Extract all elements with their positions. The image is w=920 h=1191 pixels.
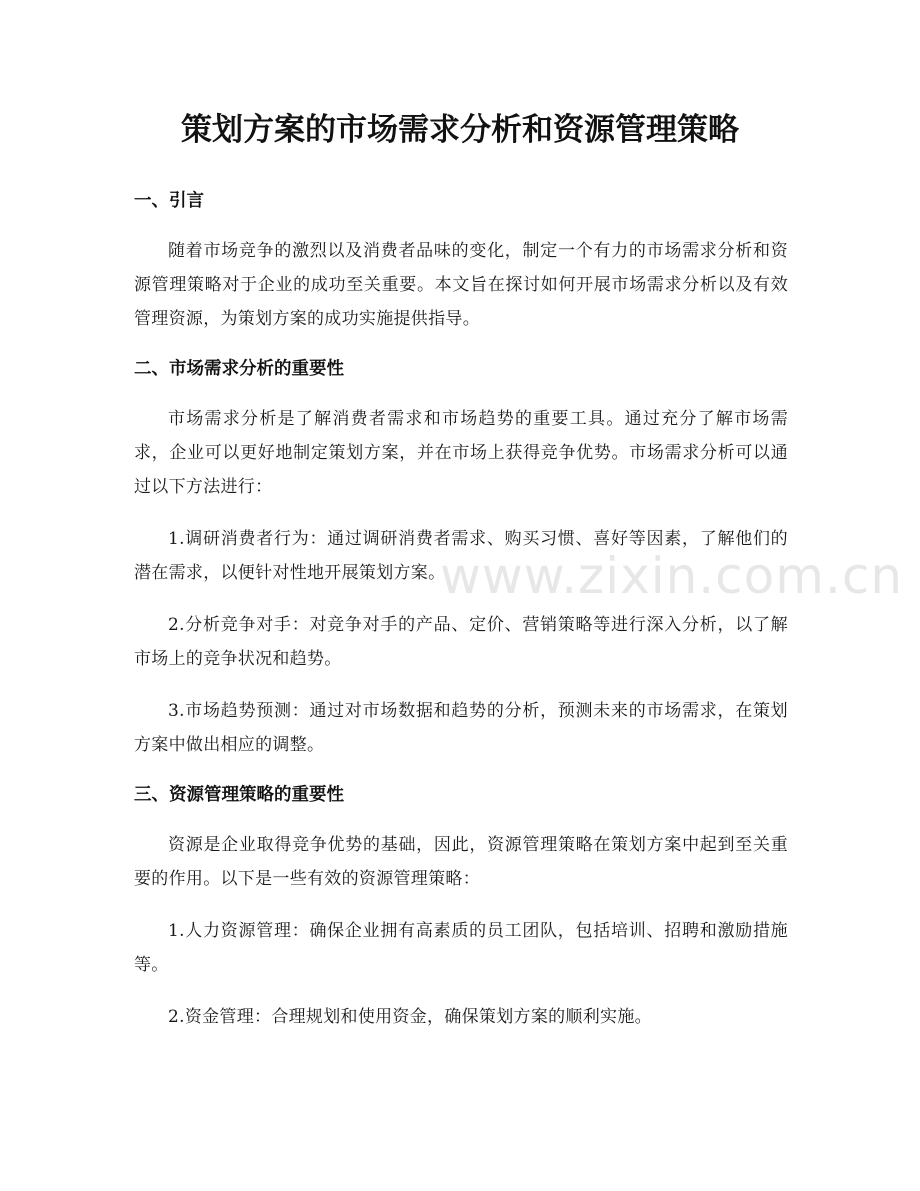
page-title: 策划方案的市场需求分析和资源管理策略 — [181, 112, 739, 148]
section-heading-resource-management: 三、资源管理策略的重要性 — [134, 785, 344, 805]
paragraph: 资源是企业取得竞争优势的基础，因此，资源管理策略在策划方案中起到至关重要的作用。以下是一些有效的资源管理策略： — [134, 835, 788, 889]
watermark-text: www.zixin.com.cn — [440, 547, 904, 605]
section-heading-market-demand: 二、市场需求分析的重要性 — [134, 359, 344, 379]
list-item-paragraph: 2.分析竞争对手：对竞争对手的产品、定价、营销策略等进行深入分析，以了解市场上的竞争状况和趋势。 — [134, 615, 788, 669]
paragraph: 随着市场竞争的激烈以及消费者品味的变化，制定一个有力的市场需求分析和资源管理策略对于企业的成功至关重要。本文旨在探讨如何开展市场需求分析以及有效管理资源，为策划方案的成功实施提供指导。 — [134, 241, 788, 329]
list-item-paragraph: 3.市场趋势预测：通过对市场数据和趋势的分析，预测未来的市场需求，在策划方案中做出相应的调整。 — [134, 701, 788, 755]
section-heading-introduction: 一、引言 — [134, 191, 204, 211]
list-item-paragraph: 1.人力资源管理：确保企业拥有高素质的员工团队，包括培训、招聘和激励措施等。 — [134, 921, 788, 975]
paragraph: 市场需求分析是了解消费者需求和市场趋势的重要工具。通过充分了解市场需求，企业可以更好地制定策划方案，并在市场上获得竞争优势。市场需求分析可以通过以下方法进行： — [134, 409, 788, 497]
list-item-paragraph: 2.资金管理：合理规划和使用资金，确保策划方案的顺利实施。 — [168, 1007, 652, 1027]
list-item-paragraph: 1.调研消费者行为：通过调研消费者需求、购买习惯、喜好等因素，了解他们的潜在需求，以便针对性地开展策划方案。 — [134, 529, 788, 583]
document-body — [134, 186, 788, 1052]
